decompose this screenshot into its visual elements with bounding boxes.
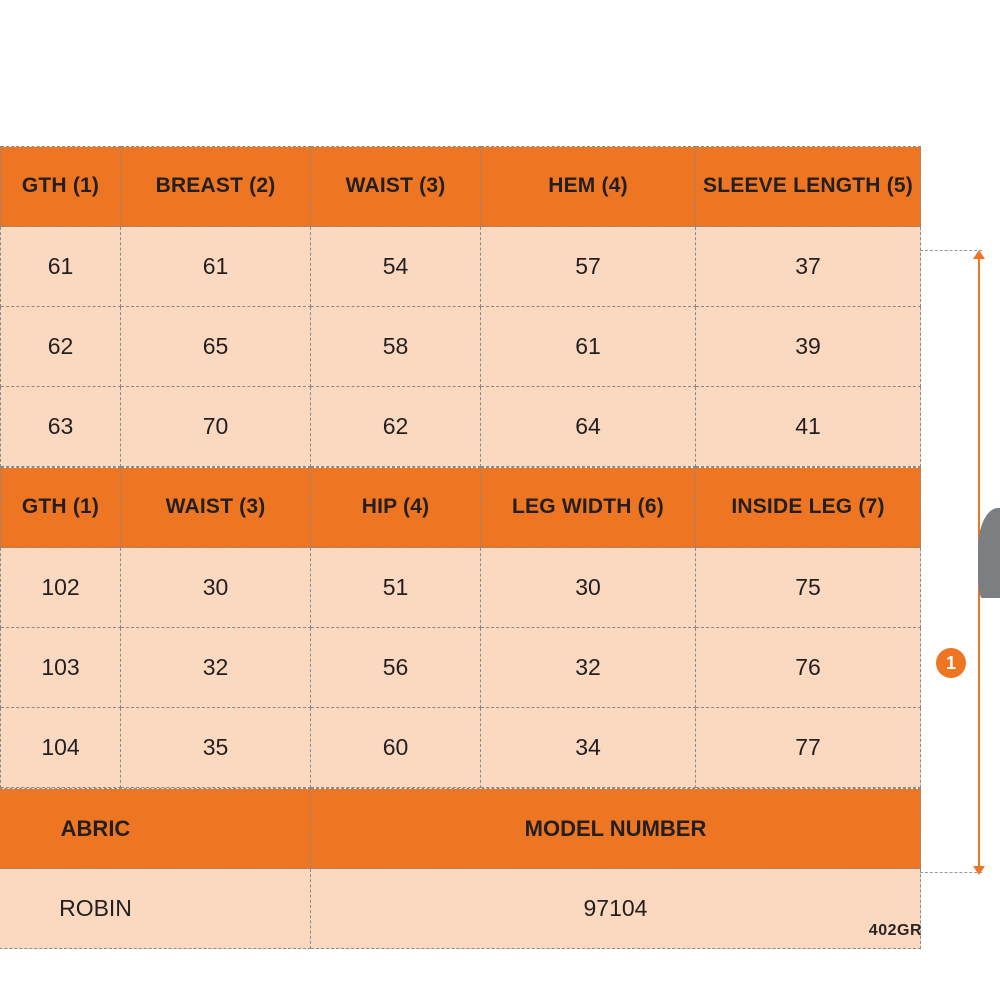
cell-waist: 58	[311, 307, 481, 387]
table-row	[0, 307, 921, 387]
cell-hem: 61	[481, 307, 696, 387]
cell-hip: 51	[311, 548, 481, 628]
cell-length: 61	[1, 227, 121, 307]
cell-waist: 35	[121, 708, 311, 788]
header-cell-waist: WAIST (3)	[121, 468, 311, 548]
cell-length: 104	[1, 708, 121, 788]
model-code-label: 402GR	[868, 922, 922, 939]
top-measurements-table	[0, 146, 921, 467]
cell-breast: 70	[121, 387, 311, 467]
cell-inside-leg: 75	[696, 548, 921, 628]
cell-waist: 30	[121, 548, 311, 628]
fabric-model-table	[0, 788, 921, 949]
header-cell-inside-leg: INSIDE LEG (7)	[696, 468, 921, 548]
cell-inside-leg: 77	[696, 708, 921, 788]
size-chart	[0, 146, 920, 949]
cell-hem: 57	[481, 227, 696, 307]
cell-hip: 60	[311, 708, 481, 788]
cell-sleeve-length: 39	[696, 307, 921, 387]
table-row	[0, 548, 921, 628]
header-cell-leg-width: LEG WIDTH (6)	[481, 468, 696, 548]
cell-leg-width: 32	[481, 628, 696, 708]
cell-waist: 54	[311, 227, 481, 307]
cell-hip: 56	[311, 628, 481, 708]
cell-leg-width: 30	[481, 548, 696, 628]
cell-length: 63	[1, 387, 121, 467]
table-row	[0, 227, 921, 307]
header-cell-hem: HEM (4)	[481, 147, 696, 227]
cell-waist: 32	[121, 628, 311, 708]
cell-model-number-value: 97104	[311, 869, 921, 949]
header-cell-length: GTH (1)	[1, 468, 121, 548]
cell-leg-width: 34	[481, 708, 696, 788]
table-row	[0, 628, 921, 708]
callout-badge-1: 1	[936, 648, 966, 678]
footer-header-row	[0, 789, 921, 869]
bottom-measurements-table	[0, 467, 921, 788]
header-cell-hip: HIP (4)	[311, 468, 481, 548]
header-cell-length: GTH (1)	[1, 147, 121, 227]
cell-fabric-value: ROBIN	[0, 869, 311, 949]
table-row	[0, 387, 921, 467]
header-cell-fabric: ABRIC	[0, 789, 311, 869]
header-cell-breast: BREAST (2)	[121, 147, 311, 227]
table-header-row	[0, 147, 921, 227]
cell-hem: 64	[481, 387, 696, 467]
cell-waist: 62	[311, 387, 481, 467]
cell-length: 62	[1, 307, 121, 387]
header-cell-model-number: MODEL NUMBER	[311, 789, 921, 869]
cell-breast: 65	[121, 307, 311, 387]
cell-sleeve-length: 41	[696, 387, 921, 467]
footer-data-row	[0, 869, 921, 949]
header-cell-sleeve-length: SLEEVE LENGTH (5)	[696, 147, 921, 227]
cell-breast: 61	[121, 227, 311, 307]
cell-inside-leg: 76	[696, 628, 921, 708]
arrow-head-down-icon	[973, 866, 985, 875]
cell-length: 103	[1, 628, 121, 708]
cell-length: 102	[1, 548, 121, 628]
cell-sleeve-length: 37	[696, 227, 921, 307]
table-row	[0, 708, 921, 788]
header-cell-waist: WAIST (3)	[311, 147, 481, 227]
table-header-row	[0, 468, 921, 548]
